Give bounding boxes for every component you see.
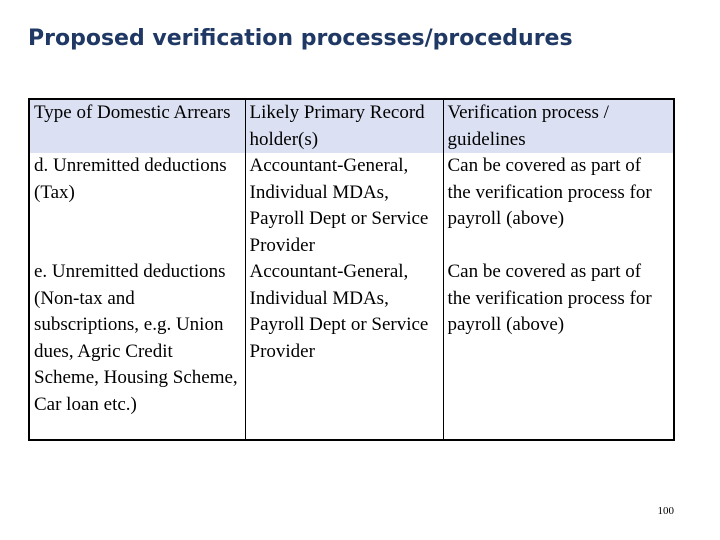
cell-record-holders: Accountant-General, Individual MDAs, Payroll Dept or Service Provider (245, 153, 443, 259)
cell-verification-process: Can be covered as part of the verification process for payroll (above) (443, 259, 673, 439)
header-arrears-type: Type of Domestic Arrears (30, 100, 245, 153)
cell-verification-process: Can be covered as part of the verification process for payroll (above) (443, 153, 673, 259)
verification-table-grid (30, 100, 673, 439)
cell-record-holders: Accountant-General, Individual MDAs, Payroll Dept or Service Provider (245, 259, 443, 439)
table-row (30, 259, 673, 439)
verification-table (28, 98, 675, 441)
table-row (30, 153, 673, 259)
page-number: 100 (657, 505, 674, 517)
table-header-row (30, 100, 673, 153)
header-record-holders: Likely Primary Record holder(s) (245, 100, 443, 153)
cell-arrears-type: d. Unremitted deductions (Tax) (34, 155, 227, 203)
cell-arrears-type: e. Unremitted deductions (Non-tax and subscriptions, e.g. Union dues, Agric Credit Scheme, Housing Scheme, Car loan etc.) (34, 261, 238, 415)
header-verification-process: Verification process / guidelines (443, 100, 673, 153)
slide-title: Proposed verification processes/procedures (28, 26, 573, 51)
